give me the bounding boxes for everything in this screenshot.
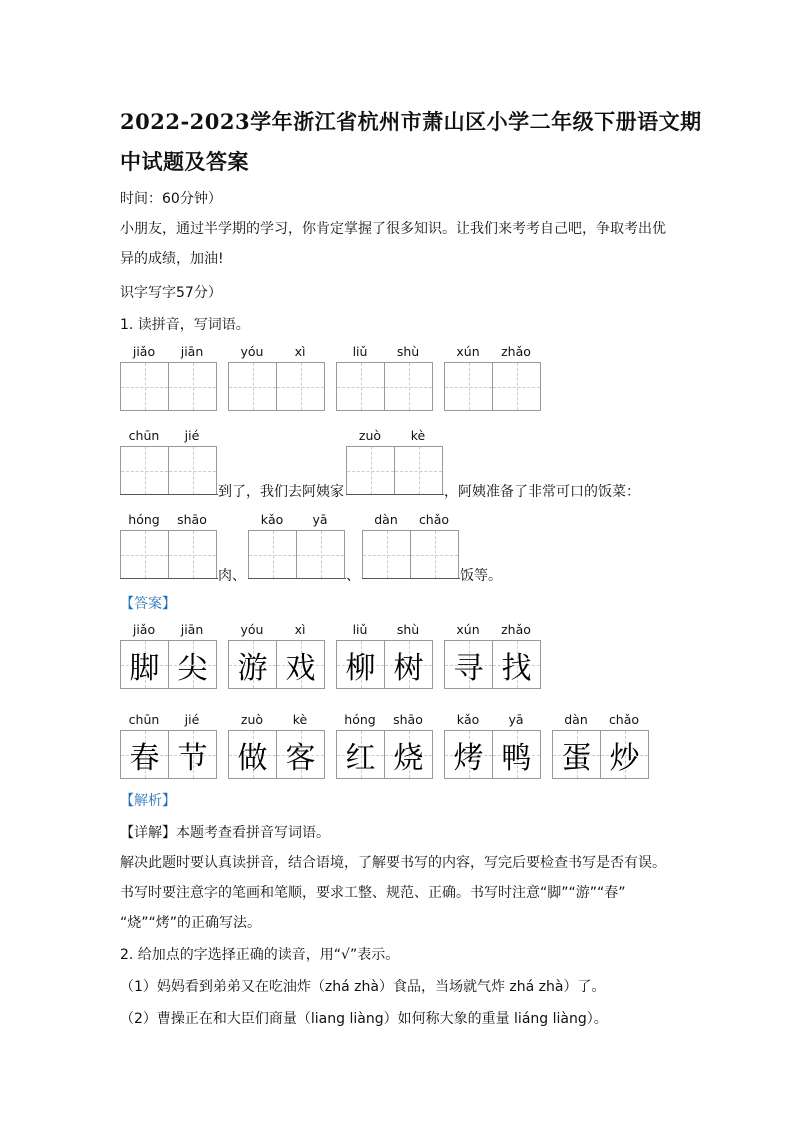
writing-box[interactable] bbox=[228, 362, 277, 411]
answer-box: 客 bbox=[276, 730, 325, 779]
answer-box: 树 bbox=[384, 640, 433, 689]
pinyin-label: kǎo bbox=[260, 512, 284, 527]
writing-box[interactable] bbox=[120, 362, 169, 411]
pinyin-label: kè bbox=[292, 712, 308, 727]
answer-underline bbox=[362, 578, 460, 579]
answer-box: 炒 bbox=[600, 730, 649, 779]
pinyin-label: shù bbox=[396, 344, 420, 359]
pinyin-label: jié bbox=[184, 712, 200, 727]
pinyin-label: yóu bbox=[240, 622, 264, 637]
analysis-label: 【解析】 bbox=[120, 793, 176, 809]
pinyin-label: liǔ bbox=[352, 344, 368, 359]
writing-box[interactable] bbox=[168, 530, 217, 579]
pinyin-label: jiǎo bbox=[132, 344, 156, 359]
writing-box[interactable] bbox=[346, 446, 395, 495]
pinyin-label: chūn bbox=[128, 712, 160, 727]
writing-box[interactable] bbox=[492, 362, 541, 411]
pinyin-label: shù bbox=[396, 622, 420, 637]
answer-box: 戏 bbox=[276, 640, 325, 689]
pinyin-label: xún bbox=[456, 344, 480, 359]
answer-box: 柳 bbox=[336, 640, 385, 689]
answer-underline bbox=[120, 578, 218, 579]
pinyin-label: yóu bbox=[240, 344, 264, 359]
pinyin-label: jiān bbox=[180, 344, 204, 359]
answer-box: 烤 bbox=[444, 730, 493, 779]
title-line-1: 2022-2023学年浙江省杭州市萧山区小学二年级下册语文期 bbox=[120, 109, 702, 134]
pinyin-label: chǎo bbox=[608, 712, 640, 727]
analysis-line: “烧”“烤”的正确写法。 bbox=[120, 915, 262, 931]
pinyin-label: jié bbox=[184, 428, 200, 443]
writing-box[interactable] bbox=[394, 446, 443, 495]
sentence-text: 肉、 bbox=[218, 568, 246, 584]
pinyin-label: zhǎo bbox=[501, 622, 531, 637]
pinyin-label: dàn bbox=[564, 712, 588, 727]
pinyin-label: chūn bbox=[128, 428, 160, 443]
writing-box[interactable] bbox=[362, 530, 411, 579]
writing-box[interactable] bbox=[120, 446, 169, 495]
writing-box[interactable] bbox=[296, 530, 345, 579]
writing-box[interactable] bbox=[384, 362, 433, 411]
answer-box: 烧 bbox=[384, 730, 433, 779]
answer-box: 游 bbox=[228, 640, 277, 689]
question-2-sentence-2: （2）曹操正在和大臣们商量（liang liàng）如何称大象的重量 liáng liàng）。 bbox=[120, 1011, 608, 1027]
pinyin-label: hóng bbox=[128, 512, 160, 527]
writing-box[interactable] bbox=[168, 362, 217, 411]
answer-box: 脚 bbox=[120, 640, 169, 689]
answer-label: 【答案】 bbox=[120, 596, 176, 612]
pinyin-label: chǎo bbox=[418, 512, 450, 527]
exam-time: 时间：60分钟） bbox=[120, 191, 222, 207]
question-2-label: 2. 给加点的字选择正确的读音，用“√”表示。 bbox=[120, 947, 400, 963]
analysis-line: 【详解】本题考查看拼音写词语。 bbox=[120, 825, 330, 841]
pinyin-label: kǎo bbox=[456, 712, 480, 727]
answer-box: 节 bbox=[168, 730, 217, 779]
answer-underline bbox=[346, 494, 444, 495]
answer-box: 春 bbox=[120, 730, 169, 779]
answer-box: 红 bbox=[336, 730, 385, 779]
answer-box: 找 bbox=[492, 640, 541, 689]
analysis-line: 书写时要注意字的笔画和笔顺，要求工整、规范、正确。书写时注意“脚”“游”“春” bbox=[120, 885, 626, 901]
answer-box: 寻 bbox=[444, 640, 493, 689]
question-2-sentence-1: （1）妈妈看到弟弟又在吃油炸（zhá zhà）食品，当场就气炸 zhá zhà）了。 bbox=[120, 979, 606, 995]
writing-box[interactable] bbox=[410, 530, 459, 579]
question-1-label: 1. 读拼音，写词语。 bbox=[120, 317, 250, 333]
pinyin-label: yā bbox=[312, 512, 328, 527]
pinyin-label: dàn bbox=[374, 512, 398, 527]
pinyin-label: shāo bbox=[177, 512, 207, 527]
pinyin-label: shāo bbox=[393, 712, 423, 727]
title-line-2: 中试题及答案 bbox=[120, 149, 249, 174]
pinyin-label: jiǎo bbox=[132, 622, 156, 637]
answer-box: 尖 bbox=[168, 640, 217, 689]
intro-line-2: 异的成绩，加油! bbox=[120, 251, 224, 267]
sentence-text: 饭等。 bbox=[460, 568, 502, 584]
pinyin-label: jiān bbox=[180, 622, 204, 637]
sentence-text: 到了，我们去阿姨家 bbox=[218, 484, 344, 500]
pinyin-label: kè bbox=[410, 428, 426, 443]
pinyin-label: xì bbox=[294, 344, 306, 359]
pinyin-label: zuò bbox=[358, 428, 382, 443]
pinyin-label: xún bbox=[456, 622, 480, 637]
writing-box[interactable] bbox=[276, 362, 325, 411]
pinyin-label: zhǎo bbox=[501, 344, 531, 359]
pinyin-label: zuò bbox=[240, 712, 264, 727]
analysis-line: 解决此题时要认真读拼音，结合语境，了解要书写的内容，写完后要检查书写是否有误。 bbox=[120, 855, 666, 871]
pinyin-label: xì bbox=[294, 622, 306, 637]
answer-box: 做 bbox=[228, 730, 277, 779]
intro-line-1: 小朋友，通过半学期的学习，你肯定掌握了很多知识。让我们来考考自己吧，争取考出优 bbox=[120, 221, 666, 237]
answer-underline bbox=[248, 578, 346, 579]
sentence-text: ，阿姨准备了非常可口的饭菜： bbox=[444, 484, 640, 500]
writing-box[interactable] bbox=[444, 362, 493, 411]
writing-box[interactable] bbox=[248, 530, 297, 579]
sentence-text: 、 bbox=[346, 568, 360, 584]
pinyin-label: liǔ bbox=[352, 622, 368, 637]
writing-box[interactable] bbox=[336, 362, 385, 411]
answer-underline bbox=[120, 494, 218, 495]
answer-box: 蛋 bbox=[552, 730, 601, 779]
writing-box[interactable] bbox=[168, 446, 217, 495]
section-heading: 识字写字57分） bbox=[120, 285, 222, 301]
pinyin-label: yā bbox=[508, 712, 524, 727]
writing-box[interactable] bbox=[120, 530, 169, 579]
pinyin-label: hóng bbox=[344, 712, 376, 727]
answer-box: 鸭 bbox=[492, 730, 541, 779]
